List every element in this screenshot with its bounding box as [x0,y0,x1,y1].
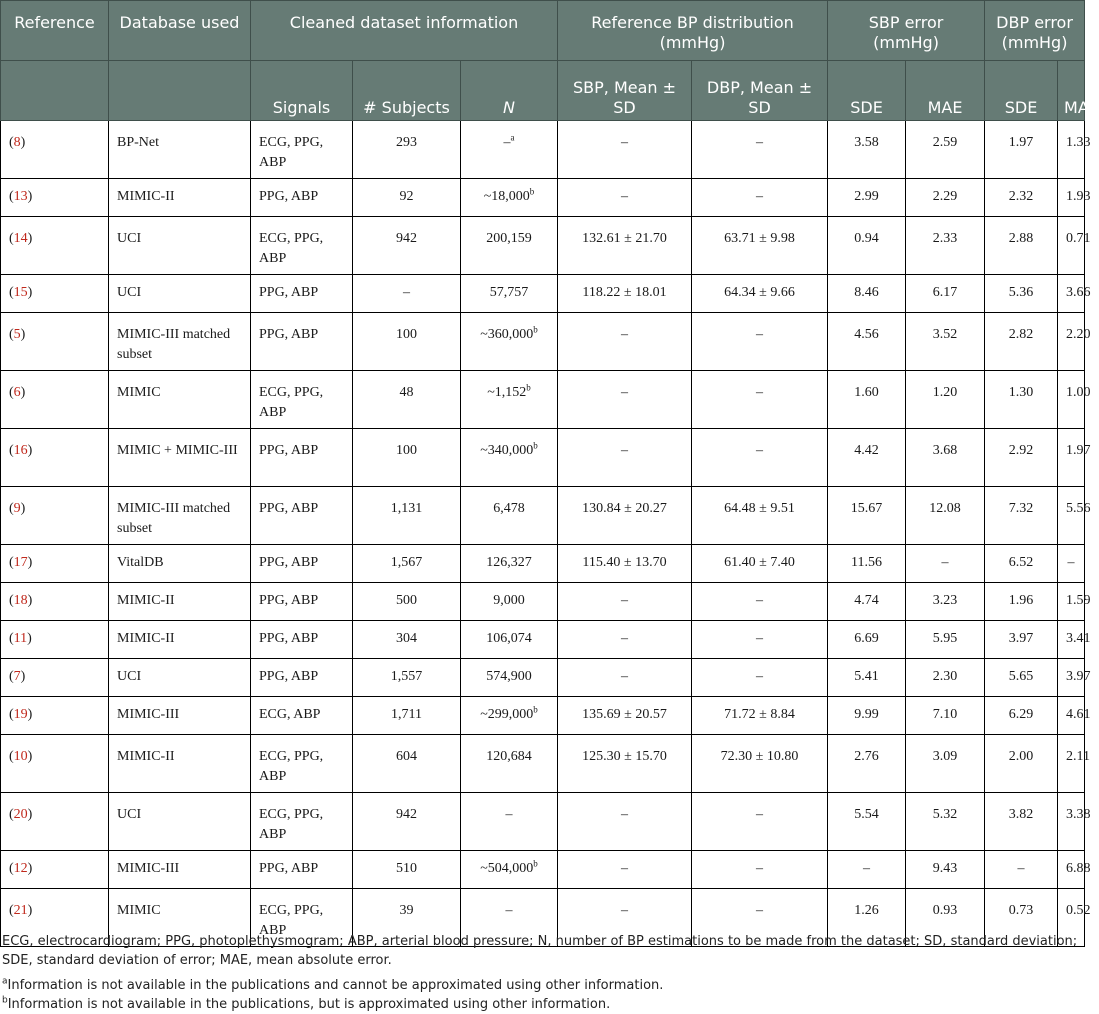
footnote-a-text: Information is not available in the publications and cannot be approximated using other information. [7,978,664,993]
footnote-a [2,976,1082,995]
cell-database: UCI [109,793,251,851]
n-value: 106,074 [486,631,532,646]
cell-sbp-mean-sd: – [558,313,692,371]
cell-dbp-mae: 2.20 [1058,313,1085,371]
cell-n [461,371,558,429]
cell-n [461,621,558,659]
table-row [1,659,1085,697]
cell-dbp-mean-sd: – [692,121,828,179]
n-footnote-mark: b [526,382,531,393]
cell-subjects: 293 [353,121,461,179]
table-body [1,121,1091,947]
reference-link[interactable]: 11 [13,631,28,646]
cell-dbp-mean-sd: 71.72 ± 8.84 [692,697,828,735]
cell-dbp-sde: 3.97 [985,621,1058,659]
header-empty-db [109,61,251,121]
header-signals: Signals [251,61,353,121]
cell-sbp-mae: 3.09 [906,735,985,793]
cell-database: UCI [109,659,251,697]
cell-sbp-mean-sd: – [558,851,692,889]
n-value: 9,000 [493,593,525,608]
cell-sbp-mae: 12.08 [906,487,985,545]
header-sbp-mae: MAE [906,61,985,121]
table-footnotes [2,932,1082,1014]
reference-link[interactable]: 19 [13,707,28,722]
cell-dbp-mae: 3.97 [1058,659,1085,697]
cell-n [461,697,558,735]
table-row [1,179,1085,217]
cell-subjects: 510 [353,851,461,889]
cell-n [461,793,558,851]
n-value: – [505,903,513,918]
table-row [1,583,1085,621]
cell-database: UCI [109,217,251,275]
cell-sbp-mean-sd: – [558,621,692,659]
cell-database: MIMIC-III matched subset [109,487,251,545]
cell-sbp-sde: – [828,851,906,889]
n-footnote-mark: b [533,704,538,715]
cell-sbp-mean-sd: 115.40 ± 13.70 [558,545,692,583]
header-dbp-sde: SDE [985,61,1058,121]
cell-sbp-sde: 4.74 [828,583,906,621]
cell-dbp-mae: 2.11 [1058,735,1085,793]
cell-dbp-mean-sd: 72.30 ± 10.80 [692,735,828,793]
cell-sbp-mae: 2.59 [906,121,985,179]
cell-sbp-sde: 0.94 [828,217,906,275]
cell-dbp-mae: 1.93 [1058,179,1085,217]
cell-sbp-sde: 6.69 [828,621,906,659]
cell-sbp-mae: 6.17 [906,275,985,313]
cell-database: MIMIC [109,889,251,947]
n-footnote-mark: b [533,324,538,335]
cell-dbp-mean-sd: 64.48 ± 9.51 [692,487,828,545]
cell-reference: (17) [1,545,109,583]
header-row-top [1,1,1085,61]
cell-database: UCI [109,275,251,313]
cell-reference: (5) [1,313,109,371]
cell-sbp-mae: 3.52 [906,313,985,371]
cell-sbp-mae: 7.10 [906,697,985,735]
cell-dbp-sde: 2.00 [985,735,1058,793]
cell-sbp-mae: 1.20 [906,371,985,429]
cell-database: MIMIC-III matched subset [109,313,251,371]
cell-signals: PPG, ABP [251,487,353,545]
reference-link[interactable]: 15 [13,285,28,300]
cell-signals: PPG, ABP [251,275,353,313]
cell-signals: PPG, ABP [251,851,353,889]
cell-sbp-sde: 3.58 [828,121,906,179]
cell-dbp-mae: 4.61 [1058,697,1085,735]
cell-signals: ECG, PPG, ABP [251,793,353,851]
reference-link[interactable]: 14 [13,231,28,246]
reference-link[interactable]: 21 [13,903,28,918]
cell-reference: (11) [1,621,109,659]
cell-database: MIMIC-III [109,851,251,889]
n-footnote-mark: a [510,132,515,143]
cell-database: MIMIC-II [109,621,251,659]
cell-n [461,121,558,179]
cell-sbp-mae: 3.68 [906,429,985,487]
footnote-abbreviations: ECG, electrocardiogram; PPG, photoplethysmogram; ABP, arterial blood pressure; N, number of BP estimations to be made from the dataset; SD, standard deviation; SDE, standard deviation of error; MAE, mean absolute error. [2,934,1078,968]
cell-signals: ECG, PPG, ABP [251,217,353,275]
cell-signals: ECG, PPG, ABP [251,121,353,179]
cell-dbp-sde: 6.52 [985,545,1058,583]
reference-link[interactable]: 10 [13,749,28,764]
cell-n [461,275,558,313]
header-sbp-sde: SDE [828,61,906,121]
cell-n [461,545,558,583]
cell-dbp-sde: 1.30 [985,371,1058,429]
table-row [1,545,1085,583]
cell-reference: (8) [1,121,109,179]
cell-sbp-sde: 15.67 [828,487,906,545]
cell-dbp-mae: 1.97 [1058,429,1085,487]
cell-database: BP-Net [109,121,251,179]
footnote-b-text: Information is not available in the publications, but is approximated using other information. [7,997,611,1012]
header-ref-bp-distribution: Reference BP distribution (mmHg) [558,1,828,61]
cell-signals: PPG, ABP [251,429,353,487]
cell-sbp-mean-sd: – [558,429,692,487]
cell-dbp-sde: 2.92 [985,429,1058,487]
cell-dbp-mean-sd: – [692,659,828,697]
cell-dbp-sde: 1.97 [985,121,1058,179]
cell-dbp-mean-sd: – [692,179,828,217]
cell-dbp-mae: 6.88 [1058,851,1085,889]
cell-sbp-sde: 4.42 [828,429,906,487]
cell-sbp-mean-sd: 132.61 ± 21.70 [558,217,692,275]
cell-reference: (21) [1,889,109,947]
cell-sbp-mean-sd: 135.69 ± 20.57 [558,697,692,735]
cell-n [461,583,558,621]
cell-reference: (18) [1,583,109,621]
cell-database: MIMIC-II [109,583,251,621]
cell-dbp-sde: 2.82 [985,313,1058,371]
cell-sbp-sde: 11.56 [828,545,906,583]
cell-dbp-sde: 1.96 [985,583,1058,621]
cell-dbp-mae: 1.59 [1058,583,1085,621]
cell-dbp-mae: 1.33 [1058,121,1085,179]
cell-dbp-mae: 0.52 [1058,889,1085,947]
cell-database: MIMIC [109,371,251,429]
reference-link[interactable]: 9 [13,501,21,516]
cell-reference: (10) [1,735,109,793]
cell-dbp-mean-sd: – [692,793,828,851]
cell-n [461,179,558,217]
cell-subjects: 92 [353,179,461,217]
header-sbp-mean-sd: SBP, Mean ± SD [558,61,692,121]
cell-sbp-mean-sd: – [558,793,692,851]
cell-sbp-mae: – [906,545,985,583]
cell-sbp-sde: 5.41 [828,659,906,697]
cell-dbp-mean-sd: – [692,621,828,659]
footnote-b-mark: b [2,995,8,1006]
cell-sbp-sde: 5.54 [828,793,906,851]
cell-sbp-mean-sd: 118.22 ± 18.01 [558,275,692,313]
reference-link[interactable]: 6 [13,385,21,400]
cell-reference: (14) [1,217,109,275]
cell-subjects: 48 [353,371,461,429]
cell-sbp-sde: 1.60 [828,371,906,429]
cell-dbp-mae: 3.38 [1058,793,1085,851]
table-row [1,121,1085,179]
reference-link[interactable]: 7 [13,669,21,684]
cell-sbp-sde: 4.56 [828,313,906,371]
cell-sbp-mae: 2.30 [906,659,985,697]
n-value: 200,159 [486,231,532,246]
cell-dbp-sde: 2.88 [985,217,1058,275]
cell-reference: (20) [1,793,109,851]
n-value: 120,684 [486,749,532,764]
cell-dbp-sde: 0.73 [985,889,1058,947]
table-row [1,851,1085,889]
table-row [1,735,1085,793]
cell-signals: PPG, ABP [251,583,353,621]
cell-sbp-sde: 1.26 [828,889,906,947]
n-value: 126,327 [486,555,532,570]
header-n: N [461,61,558,121]
cell-subjects: 942 [353,217,461,275]
cell-signals: PPG, ABP [251,179,353,217]
cell-n [461,487,558,545]
cell-n [461,659,558,697]
reference-link[interactable]: 12 [13,861,28,876]
cell-subjects: 1,711 [353,697,461,735]
n-value: 6,478 [493,501,525,516]
cell-dbp-mean-sd: 64.34 ± 9.66 [692,275,828,313]
cell-subjects: 1,557 [353,659,461,697]
cell-sbp-mean-sd: – [558,659,692,697]
cell-signals: ECG, ABP [251,697,353,735]
header-sbp-error: SBP error (mmHg) [828,1,985,61]
cell-database: MIMIC-III [109,697,251,735]
cell-sbp-mae: 0.93 [906,889,985,947]
table-row [1,429,1085,487]
cell-dbp-mae: 0.71 [1058,217,1085,275]
table-row [1,487,1085,545]
table-row [1,621,1085,659]
cell-sbp-mean-sd: – [558,583,692,621]
cell-sbp-mean-sd: 130.84 ± 20.27 [558,487,692,545]
header-empty-ref [1,61,109,121]
header-row-sub [1,61,1085,121]
reference-link[interactable]: 16 [13,443,28,458]
header-subjects: # Subjects [353,61,461,121]
cell-sbp-mean-sd: – [558,889,692,947]
cell-reference: (9) [1,487,109,545]
cell-sbp-mae: 2.33 [906,217,985,275]
table-row [1,275,1085,313]
cell-signals: PPG, ABP [251,659,353,697]
cell-dbp-mean-sd: – [692,371,828,429]
n-value: ~18,000 [483,189,530,204]
footnote-b [2,995,1082,1014]
n-footnote-mark: b [533,858,538,869]
cell-database: MIMIC-II [109,735,251,793]
reference-link[interactable]: 5 [13,327,21,342]
cell-signals: ECG, PPG, ABP [251,371,353,429]
cell-n [461,313,558,371]
cell-dbp-sde: 2.32 [985,179,1058,217]
cell-sbp-mae: 3.23 [906,583,985,621]
cell-subjects: 100 [353,313,461,371]
cell-dbp-mean-sd: – [692,889,828,947]
cell-sbp-mean-sd: – [558,371,692,429]
cell-database: MIMIC + MIMIC-III [109,429,251,487]
cell-dbp-mean-sd: – [692,583,828,621]
cell-database: MIMIC-II [109,179,251,217]
cell-subjects: 1,131 [353,487,461,545]
n-value: 57,757 [489,285,529,300]
cell-reference: (12) [1,851,109,889]
cell-n [461,735,558,793]
cell-dbp-mae: 5.56 [1058,487,1085,545]
cell-dbp-sde: 3.82 [985,793,1058,851]
cell-sbp-mae: 9.43 [906,851,985,889]
cell-dbp-mean-sd: – [692,429,828,487]
n-value: ~1,152 [487,385,527,400]
cell-database: VitalDB [109,545,251,583]
cell-subjects: 304 [353,621,461,659]
table-row [1,697,1085,735]
cell-dbp-mae: 1.00 [1058,371,1085,429]
cell-subjects: 604 [353,735,461,793]
table-row [1,371,1085,429]
cell-dbp-sde: 5.65 [985,659,1058,697]
cell-n [461,851,558,889]
n-footnote-mark: b [533,440,538,451]
reference-link[interactable]: 17 [13,555,28,570]
cell-subjects: 100 [353,429,461,487]
cell-n [461,217,558,275]
table-row [1,217,1085,275]
cell-sbp-mean-sd: – [558,121,692,179]
n-value: ~299,000 [480,707,534,722]
header-dbp-error: DBP error (mmHg) [985,1,1085,61]
cell-signals: ECG, PPG, ABP [251,889,353,947]
table-row [1,793,1085,851]
cell-reference: (6) [1,371,109,429]
cell-subjects: 39 [353,889,461,947]
cell-subjects: 942 [353,793,461,851]
cell-reference: (19) [1,697,109,735]
n-value: – [505,807,513,822]
cell-sbp-mae: 5.32 [906,793,985,851]
n-footnote-mark: b [529,186,535,197]
cell-signals: ECG, PPG, ABP [251,735,353,793]
cell-reference: (15) [1,275,109,313]
n-value: – [503,135,511,150]
header-reference: Reference [1,1,109,61]
n-value: ~504,000 [480,861,534,876]
cell-sbp-sde: 2.99 [828,179,906,217]
cell-signals: PPG, ABP [251,621,353,659]
header-dbp-mae: MAE [1058,61,1085,121]
reference-link[interactable]: 13 [13,189,28,204]
cell-dbp-mean-sd: 63.71 ± 9.98 [692,217,828,275]
cell-dbp-mae: – [1058,545,1085,583]
cell-sbp-mean-sd: – [558,179,692,217]
cell-dbp-sde: 6.29 [985,697,1058,735]
reference-link[interactable]: 8 [13,135,21,150]
cell-sbp-mae: 2.29 [906,179,985,217]
cell-dbp-mean-sd: – [692,313,828,371]
reference-link[interactable]: 18 [13,593,28,608]
cell-subjects: 500 [353,583,461,621]
cell-n [461,429,558,487]
table-row [1,313,1085,371]
header-dbp-mean-sd: DBP, Mean ± SD [692,61,828,121]
cell-signals: PPG, ABP [251,313,353,371]
cell-dbp-mean-sd: 61.40 ± 7.40 [692,545,828,583]
cell-sbp-mean-sd: 125.30 ± 15.70 [558,735,692,793]
reference-link[interactable]: 20 [13,807,28,822]
footnote-a-mark: a [2,976,8,987]
n-value: ~360,000 [480,327,534,342]
cell-sbp-sde: 9.99 [828,697,906,735]
cell-reference: (13) [1,179,109,217]
cell-dbp-mae: 3.41 [1058,621,1085,659]
cell-dbp-sde: 7.32 [985,487,1058,545]
cell-reference: (7) [1,659,109,697]
cell-dbp-sde: 5.36 [985,275,1058,313]
header-cleaned-dataset: Cleaned dataset information [251,1,558,61]
cell-subjects: 1,567 [353,545,461,583]
cell-sbp-mae: 5.95 [906,621,985,659]
cell-dbp-sde: – [985,851,1058,889]
cell-sbp-sde: 2.76 [828,735,906,793]
n-value: 574,900 [486,669,532,684]
cell-sbp-sde: 8.46 [828,275,906,313]
cell-reference: (16) [1,429,109,487]
cell-signals: PPG, ABP [251,545,353,583]
cell-dbp-mean-sd: – [692,851,828,889]
cell-subjects: – [353,275,461,313]
n-value: ~340,000 [480,443,534,458]
cell-dbp-mae: 3.66 [1058,275,1085,313]
header-database-used: Database used [109,1,251,61]
